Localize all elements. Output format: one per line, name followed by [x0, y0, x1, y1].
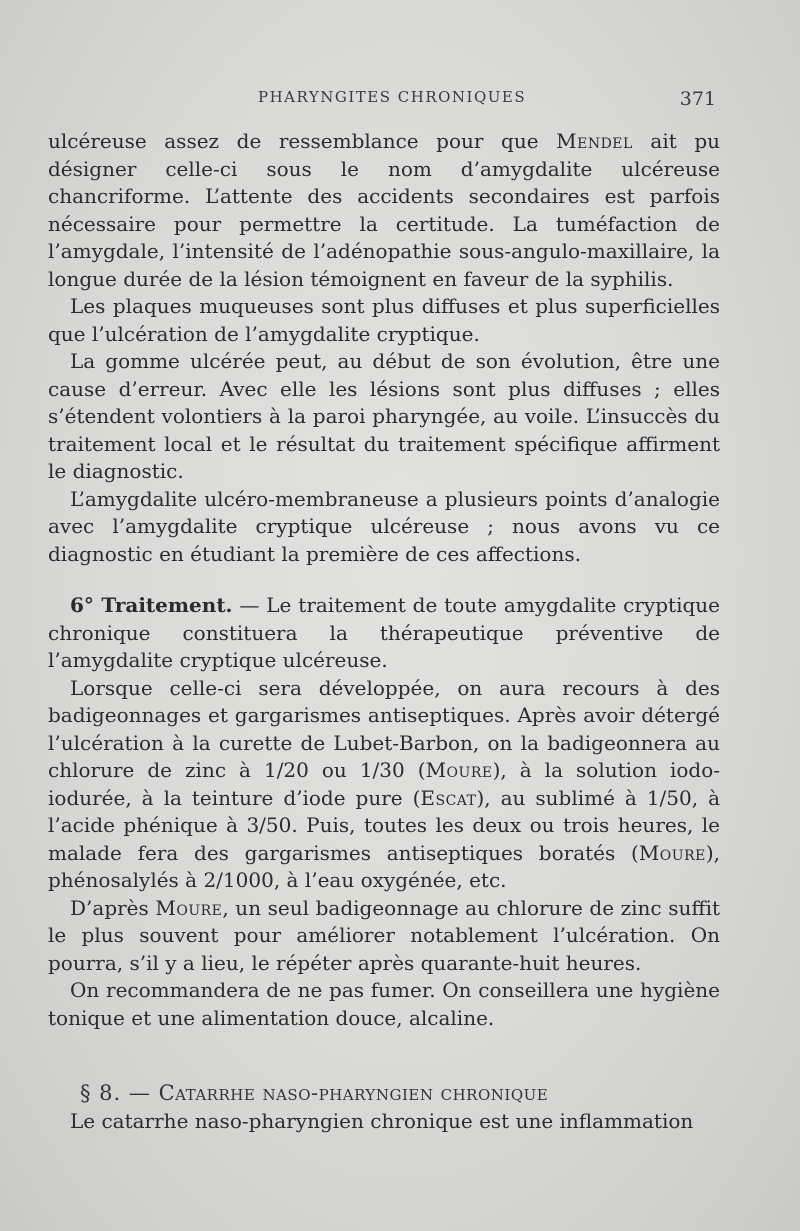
paragraph-4: L’amygdalite ulcéro-membraneuse a plusieurs points d’analogie avec l’amygdalite cryptique ulcéreuse ; nous avons vu ce diagnostic en étudiant la première de ces affections.: [48, 486, 720, 566]
section-number: § 8.: [80, 1081, 122, 1105]
text-run: ), à la solution iodo-iodurée, à la teinture d’iode pure (: [48, 758, 720, 810]
section-dash: —: [121, 1081, 159, 1105]
text-run: ulcéreuse assez de ressemblance pour que: [48, 129, 557, 153]
author-name: Moure: [155, 895, 223, 920]
author-name: Moure: [425, 758, 493, 782]
paragraph-9: Le catarrhe naso-pharyngien chronique est une inflammation: [70, 1108, 694, 1133]
paragraph-2: Les plaques muqueuses sont plus diffuses et plus superficielles que l’ulcération de l’amygdalite cryptique.: [48, 294, 720, 346]
page-number: 371: [679, 88, 716, 110]
text-run: D’après: [70, 895, 156, 920]
spacer: [48, 568, 720, 592]
text-run: ), phénosalylés à 2/1000, à l’eau oxygénée, etc.: [48, 840, 720, 892]
paragraph-7: [48, 895, 720, 978]
running-title: PHARYNGITES CHRONIQUES: [258, 88, 527, 106]
paragraph-6: [48, 675, 720, 895]
section-heading: [80, 1080, 720, 1108]
author-name: Mendel: [556, 129, 633, 153]
paragraph-3: La gomme ulcérée peut, au début de son évolution, être une cause d’erreur. Avec elle les lésions sont plus diffuses ; elles s’étendent volontiers à la paroi pharyngée, au voile. L’insuccès du traitement local et le résultat du traitement spécifique affirment le diagnostic.: [48, 349, 720, 483]
body-text: [48, 128, 720, 1135]
author-name: Moure: [638, 840, 706, 865]
author-name: Escat: [420, 785, 477, 810]
text-run: ait pu désigner celle-ci sous le nom d’amygdalite ulcéreuse chancriforme. L’attente des accidents secondaires est parfois nécessaire pour permettre la certitude. La tuméfaction de l’amygdale, l’intensité de l’adénopathie sous-angulo-maxillaire, la longue durée de la lésion témoignent en faveur de la syphilis.: [48, 129, 720, 291]
paragraph-5: [48, 592, 720, 675]
section-title: Catarrhe naso-pharyngien chronique: [158, 1081, 549, 1105]
paragraph-1: [48, 128, 720, 293]
page-header: [48, 88, 716, 114]
text-run: , un seul badigeonnage au chlorure de zinc suffit le plus souvent pour améliorer notablement l’ulcération. On pourra, s’il y a lieu, le répéter après quarante-huit heures.: [48, 895, 720, 975]
text-run: Lorsque celle-ci sera développée, on aura recours à des badigeonnages et gargarismes antiseptiques. Après avoir détergé l’ulcération à la curette de Lubet-Barbon, on la badigeonnera au chlorure de zinc à 1/20 ou 1/30 (: [48, 675, 720, 782]
subsection-heading: 6° Traitement.: [70, 593, 233, 617]
paragraph-8: On recommandera de ne pas fumer. On conseillera une hygiène tonique et une alimentation douce, alcaline.: [48, 978, 720, 1030]
text-run: — Le traitement de toute amygdalite cryptique chronique constituera la thérapeutique préventive de l’amygdalite cryptique ulcéreuse.: [48, 593, 720, 672]
text-run: ), au sublimé à 1/50, à l’acide phénique à 3/50. Puis, toutes les deux ou trois heures, le malade fera des gargarismes antiseptiques boratés (: [48, 785, 720, 865]
